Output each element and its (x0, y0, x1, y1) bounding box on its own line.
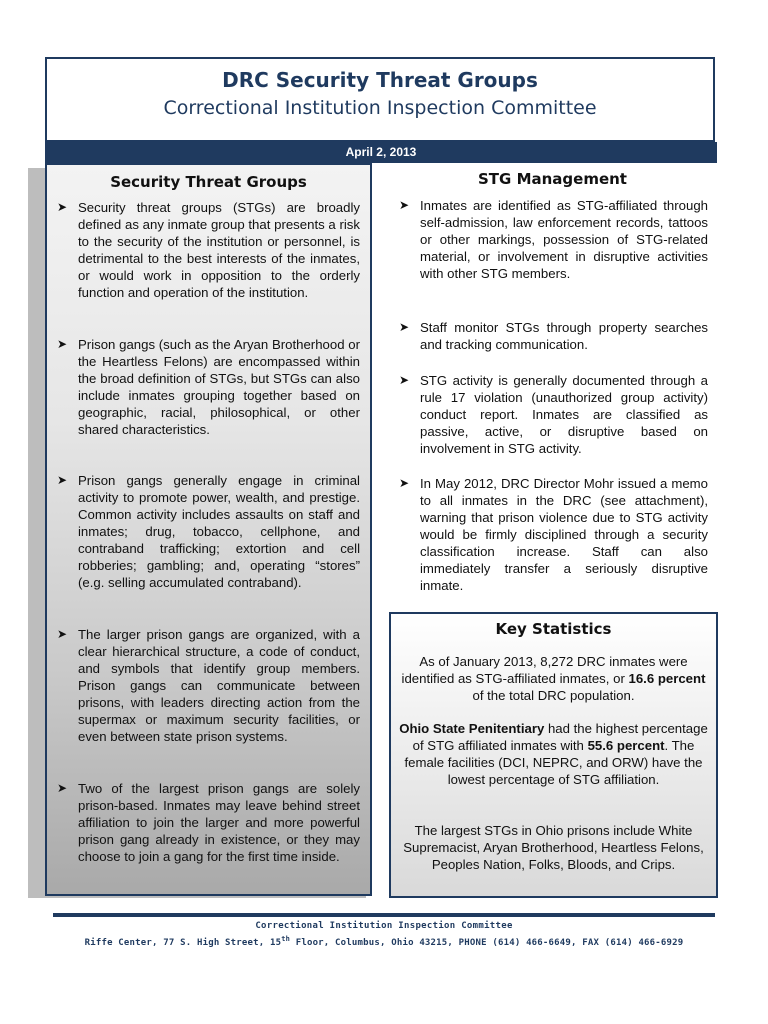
left-bullet-3-text: Prison gangs generally engage in criminal activity to promote power, wealth, and prestige. Common activity includes assaults on staff and inmates; drug, tobacco, cellphone, and contraband trafficking; extortion and cell robberies; gambling; and, operating “stores” (e.g. selling accumulated contraband). (78, 473, 360, 590)
stat2-highlight-1: Ohio State Penitentiary (399, 721, 545, 736)
right-bullet-3-text: STG activity is generally documented through a rule 17 violation (unauthorized group activity) conduct report. Inmates are classified as passive, active, or disruptive based on involvement in STG activity. (420, 373, 708, 456)
arrow-bullet-icon: ➤ (57, 473, 68, 487)
left-bullet-1-text: Security threat groups (STGs) are broadly defined as any inmate group that presents a risk to the security of the institution or personnel, is detrimental to the best interests of the inmates, or would work in opposition to the orderly function and operation of the institution. (78, 200, 360, 300)
key-statistics-box (389, 612, 718, 898)
left-panel-title: Security Threat Groups (110, 173, 307, 191)
left-bullet-4-text: The larger prison gangs are organized, with a clear hierarchical structure, a code of conduct, and symbols that identify group members. Prison gangs can communicate between prisons, with leaders directing action from the supermax or maximum security facilities, or even between state prison systems. (78, 627, 360, 744)
arrow-bullet-icon: ➤ (399, 476, 410, 490)
footer-address-sup: th (281, 935, 291, 943)
stat2-highlight-2: 55.6 percent (587, 738, 665, 753)
header-box (45, 57, 715, 142)
stat1-text-a: As of January 2013, 8,272 DRC inmates were identified as STG-affiliated inmates, or (401, 654, 688, 686)
document-subtitle: Correctional Institution Inspection Committee (163, 97, 597, 119)
arrow-bullet-icon: ➤ (57, 781, 68, 795)
stat-paragraph-1 (399, 653, 708, 704)
stat-paragraph-2 (399, 720, 708, 788)
footer-rule (53, 913, 715, 917)
arrow-bullet-icon: ➤ (57, 337, 68, 351)
right-bullet-3 (399, 372, 708, 457)
left-bullet-2-text: Prison gangs (such as the Aryan Brotherhood or the Heartless Felons) are encompassed within the broad definition of STGs, but STGs can also include inmates grouping together based on geographic, racial, philosophical, or other shared characteristics. (78, 337, 360, 437)
stat2-text-a: had the highest percentage of STG affiliated inmates with (412, 721, 708, 753)
stat2-text-b: . The female facilities (DCI, NEPRC, and ORW) have the lowest percentage of STG affiliation. (404, 738, 703, 787)
document-title: DRC Security Threat Groups (222, 68, 538, 92)
date-bar (45, 142, 717, 163)
stat-paragraph-3: The largest STGs in Ohio prisons include White Supremacist, Aryan Brotherhood, Heartless Felons, Peoples Nation, Folks, Bloods, and Crips. (403, 823, 704, 872)
left-bullet-4 (57, 626, 360, 745)
arrow-bullet-icon: ➤ (57, 627, 68, 641)
arrow-bullet-icon: ➤ (399, 198, 410, 212)
stat1-highlight: 16.6 percent (628, 671, 706, 686)
left-bullet-3 (57, 472, 360, 591)
right-column-title: STG Management (478, 170, 627, 188)
left-bullet-5-text: Two of the largest prison gangs are solely prison-based. Inmates may leave behind street affiliation to join the larger and more powerful prison gang already in existence, or they may choose to join a gang for the first time inside. (78, 781, 360, 864)
footer-committee-name: Correctional Institution Inspection Committee (255, 921, 513, 931)
arrow-bullet-icon: ➤ (57, 200, 68, 214)
left-bullet-2 (57, 336, 360, 438)
arrow-bullet-icon: ➤ (399, 373, 410, 387)
left-bullet-5 (57, 780, 360, 865)
right-bullet-4 (399, 475, 708, 594)
footer-address (0, 935, 768, 948)
right-bullet-4-text: In May 2012, DRC Director Mohr issued a memo to all inmates in the DRC (see attachment), warning that prison violence due to STG activity would be firmly disciplined through a security classification increase. Staff can also immediately transfer a seriously disruptive inmate. (420, 476, 708, 593)
footer-address-a: Riffe Center, 77 S. High Street, 15 (84, 938, 282, 948)
key-statistics-title: Key Statistics (495, 620, 612, 638)
footer-address-b: Floor, Columbus, Ohio 43215, PHONE (614) 466-6649, FAX (614) 466-6929 (290, 938, 684, 948)
document-date: April 2, 2013 (345, 145, 417, 159)
right-bullet-2 (399, 319, 708, 353)
right-bullet-2-text: Staff monitor STGs through property searches and tracking communication. (420, 320, 708, 352)
right-bullet-1-text: Inmates are identified as STG-affiliated through self-admission, law enforcement records, tattoos or other markings, possession of STG-related material, or involvement in disruptive activities with other STG members. (420, 198, 708, 281)
right-bullet-1 (399, 197, 708, 282)
left-bullet-1 (57, 199, 360, 301)
arrow-bullet-icon: ➤ (399, 320, 410, 334)
stat1-text-b: of the total DRC population. (472, 688, 635, 703)
